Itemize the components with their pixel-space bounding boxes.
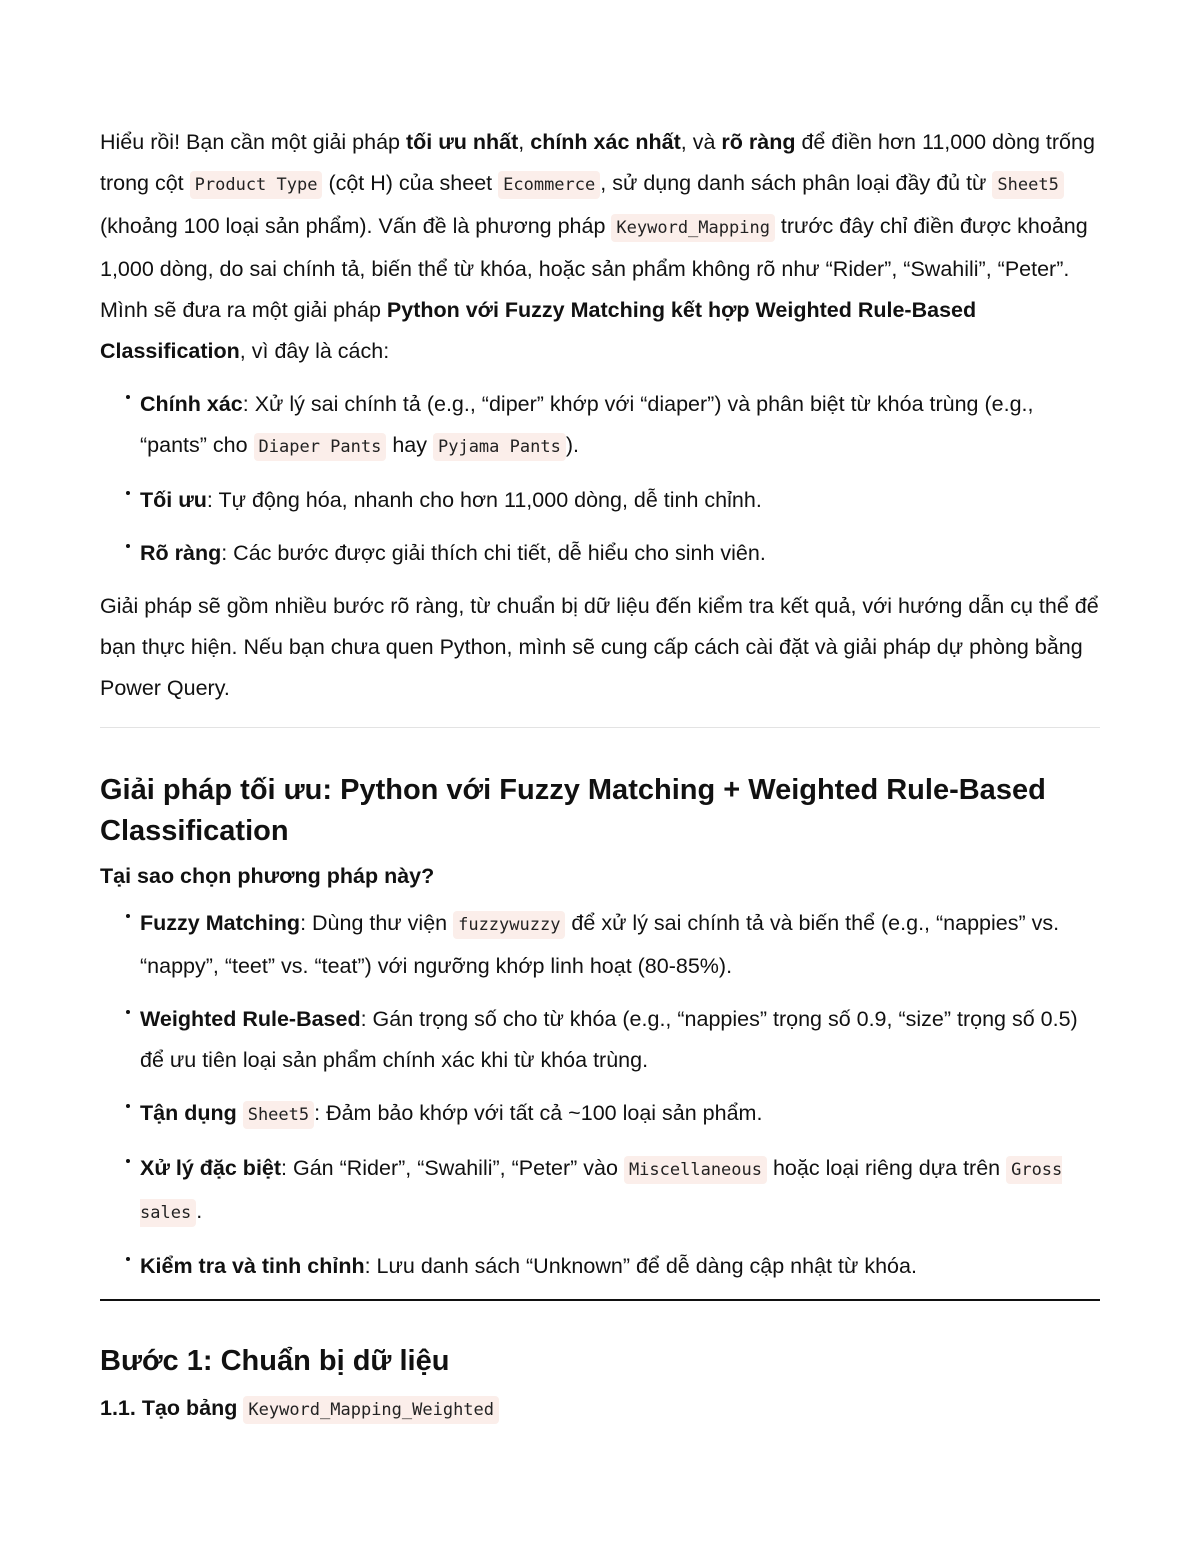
intro-paragraph: Hiểu rồi! Bạn cần một giải pháp tối ưu nhất, chính xác nhất, và rõ ràng để điền hơn 11,000 dòng trống trong cột Product Type (cột H) của sheet Ecommerce , sử dụng danh sách phân loại đầy đủ từ Sheet5 (khoảng 100 loại sản phẩm). Vấn đề là phương pháp Keyword_Mapping trước đây chỉ điền được khoảng 1,000 dòng, do sai chính tả, biến thể từ khóa, hoặc sản phẩm không rõ như “Rider”, “Swahili”, “Peter”. Mình sẽ đưa ra một giải pháp Python với Fuzzy Matching kết hợp Weighted Rule-Based Classification, vì đây là cách: <box>100 130 1095 363</box>
divider <box>100 727 1100 728</box>
list-item: Fuzzy Matching: Dùng thư viện fuzzywuzzy để xử lý sai chính tả và biến thể (e.g., “nappies” vs. “nappy”, “teet” vs. “teat”) với ngưỡng khớp linh hoạt (80-85%). <box>140 903 1100 987</box>
inline-code: Diaper Pants <box>254 433 387 461</box>
inline-code: Miscellaneous <box>624 1156 767 1184</box>
subheading-why: Tại sao chọn phương pháp này? <box>100 864 435 888</box>
step-heading: Bước 1: Chuẩn bị dữ liệu <box>100 1345 450 1377</box>
inline-code: Keyword_Mapping <box>611 214 775 242</box>
list-item: Tối ưu: Tự động hóa, nhanh cho hơn 11,000 dòng, dễ tinh chỉnh. <box>140 480 1100 521</box>
list-item: Chính xác: Xử lý sai chính tả (e.g., “diper” khớp với “diaper”) và phân biệt từ khóa trùng (e.g., “pants” cho Diaper Pants hay Pyjama Pants ). <box>140 384 1100 468</box>
document-page <box>100 122 1100 1431</box>
step-subheading: 1.1. Tạo bảng Keyword_Mapping_Weighted <box>100 1388 1100 1431</box>
section-heading: Giải pháp tối ưu: Python với Fuzzy Matching + Weighted Rule-Based Classification <box>100 774 1046 847</box>
inline-code: Sheet5 <box>992 171 1063 199</box>
inline-code: Pyjama Pants <box>433 433 566 461</box>
why-list <box>140 903 1100 1287</box>
inline-code: Gross sales <box>140 1156 1062 1227</box>
list-item: Kiểm tra và tinh chỉnh: Lưu danh sách “Unknown” để dễ dàng cập nhật từ khóa. <box>140 1246 1100 1287</box>
inline-code: Keyword_Mapping_Weighted <box>243 1396 499 1424</box>
reasons-list <box>140 384 1100 574</box>
summary-paragraph: Giải pháp sẽ gồm nhiều bước rõ ràng, từ chuẩn bị dữ liệu đến kiểm tra kết quả, với hướng dẫn cụ thể để bạn thực hiện. Nếu bạn chưa quen Python, mình sẽ cung cấp cách cài đặt và giải pháp dự phòng bằng Power Query. <box>100 594 1099 700</box>
inline-code: fuzzywuzzy <box>453 911 565 939</box>
list-item: Xử lý đặc biệt: Gán “Rider”, “Swahili”, “Peter” vào Miscellaneous hoặc loại riêng dựa trên Gross sales . <box>140 1148 1100 1234</box>
list-item: Rõ ràng: Các bước được giải thích chi tiết, dễ hiểu cho sinh viên. <box>140 533 1100 574</box>
inline-code: Sheet5 <box>243 1101 314 1129</box>
inline-code: Product Type <box>190 171 323 199</box>
inline-code: Ecommerce <box>498 171 600 199</box>
list-item: Tận dụng Sheet5 : Đảm bảo khớp với tất cả ~100 loại sản phẩm. <box>140 1093 1100 1136</box>
divider <box>100 1299 1100 1301</box>
list-item: Weighted Rule-Based: Gán trọng số cho từ khóa (e.g., “nappies” trọng số 0.9, “size” trọng số 0.5) để ưu tiên loại sản phẩm chính xác khi từ khóa trùng. <box>140 999 1100 1081</box>
